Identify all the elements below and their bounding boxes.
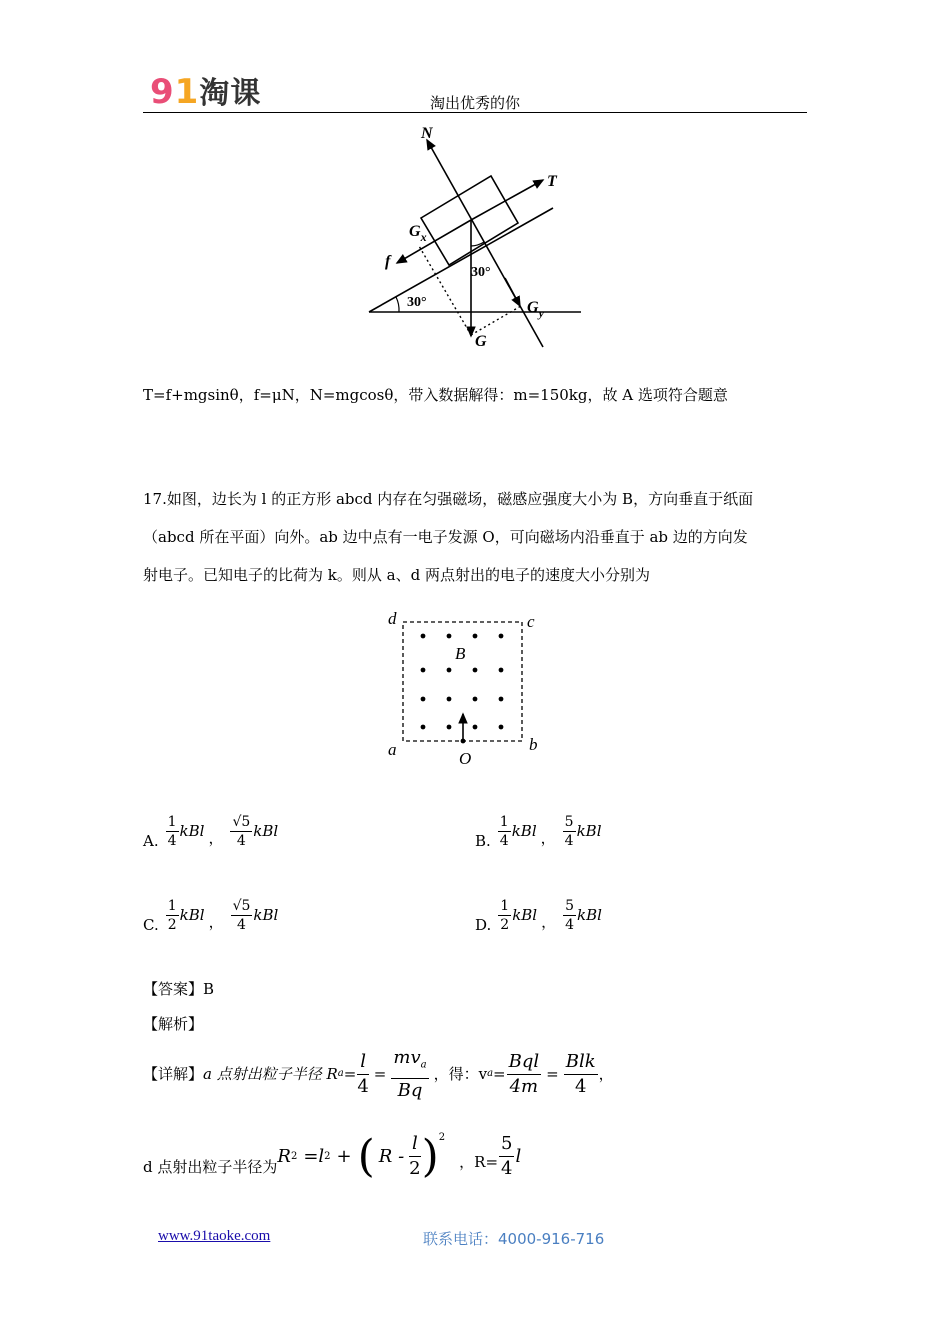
option-B-label: B. xyxy=(475,832,491,850)
option-C[interactable]: C. $\frac{1}{2}$ kBl ， $\frac{√5}{4}$ kBl xyxy=(143,897,279,934)
q17-line1: 17.如图，边长为 l 的正方形 abcd 内存在匀强磁场，磁感应强度大小为 B，方向垂直于纸面 xyxy=(143,490,754,508)
q17-line2: （abcd 所在平面）向外。ab 边中点有一电子发源 O，可向磁场内沿垂直于 ab 边的方向发 xyxy=(143,528,748,546)
option-C-frac2: $\frac{√5}{4}$ xyxy=(232,897,251,933)
angle-arc-bottom xyxy=(396,297,399,312)
label-B: B xyxy=(455,644,466,663)
force-diagram xyxy=(355,118,595,354)
detail-frac-l4: $\frac{l}{4}$ xyxy=(357,1050,369,1097)
label-angle-top: 30° xyxy=(471,265,491,280)
analysis-heading: 【解析】 xyxy=(143,1015,204,1033)
label-d: d xyxy=(388,609,397,628)
label-N: N xyxy=(421,125,433,142)
footer-phone: 联系电话：4000-916-716 xyxy=(423,1230,605,1248)
option-B[interactable]: B. $\frac{1}{4}$ kBl ， $\frac{5}{4}$ kBl xyxy=(475,813,602,850)
detail-frac-bql: $\frac{\text{Bql}}{4m}$ xyxy=(508,1050,540,1097)
option-C-label: C. xyxy=(143,916,159,934)
detail-frac-5-4: $\frac{5}{4}$ xyxy=(501,1133,513,1179)
logo-nine: 9 xyxy=(150,72,175,112)
right-paren: ) xyxy=(421,1130,439,1182)
label-angle-bottom: 30° xyxy=(407,295,427,310)
option-A-frac1: $\frac{1}{4}$ xyxy=(167,813,177,849)
detail-frac-blk: $\frac{\text{Blk}}{4}$ xyxy=(565,1050,596,1097)
gy-dotted xyxy=(471,306,521,335)
normal-force xyxy=(427,140,543,347)
field-diagram xyxy=(380,606,550,772)
detail-frac-mv: $\frac{mv_a}{Bq}$ xyxy=(393,1047,427,1101)
gy-component xyxy=(505,278,520,306)
logo-one: 1 xyxy=(174,72,200,112)
footer-website-link[interactable]: www.91taoke.com xyxy=(158,1228,271,1244)
label-Gy: $G_y$ xyxy=(527,299,544,320)
option-D-frac2: $\frac{5}{4}$ xyxy=(565,897,575,933)
incline-line xyxy=(369,208,553,312)
answer-line: 【答案】B xyxy=(143,980,215,998)
label-a: a xyxy=(388,740,397,759)
option-A-frac2: $\frac{√5}{4}$ xyxy=(232,813,251,849)
option-D-frac1: $\frac{1}{2}$ xyxy=(500,897,510,933)
label-Gx: $G_x$ xyxy=(409,223,427,244)
logo-text: 淘课 xyxy=(199,76,262,111)
option-D[interactable]: D. $\frac{1}{2}$ kBl ， $\frac{5}{4}$ kBl xyxy=(475,897,602,934)
option-A[interactable]: A. $\frac{1}{4}$ kBl ， $\frac{√5}{4}$ kBl xyxy=(143,813,279,850)
tension-force xyxy=(471,180,543,220)
detail-line2: d 点射出粒子半径为 R 2 =l 2 + ( R - $\frac{l}{2}$ ) $^2$ ，R= $\frac{5}{4}$ l xyxy=(143,1130,522,1182)
detail-frac-l2: $\frac{l}{2}$ xyxy=(409,1133,421,1179)
option-C-frac1: $\frac{1}{2}$ xyxy=(167,897,177,933)
option-A-label: A. xyxy=(143,832,159,850)
option-B-frac2: $\frac{5}{4}$ xyxy=(564,813,574,849)
left-paren: ( xyxy=(357,1130,375,1182)
prev-solution: T=f+mgsinθ，f=μN，N=mgcosθ，带入数据解得：m=150kg，故 A 选项符合题意 xyxy=(143,386,728,404)
label-T: T xyxy=(547,173,557,190)
header-tagline: 淘出优秀的你 xyxy=(429,94,520,112)
detail-line1: 【详解】 a 点射出粒子半径 R a = $\frac{l}{4}$ = $\frac{mv_a}{Bq}$ ，得：v a = $\frac{\text{Bql}}{4m}$ = $\frac{\text{Blk}}{4}$ ， xyxy=(143,1047,614,1101)
header-divider xyxy=(143,112,807,113)
label-G: G xyxy=(475,333,487,350)
label-b: b xyxy=(529,735,538,754)
label-O: O xyxy=(459,749,472,768)
option-B-frac1: $\frac{1}{4}$ xyxy=(499,813,509,849)
option-D-label: D. xyxy=(475,916,492,934)
label-c: c xyxy=(527,612,535,631)
label-f: f xyxy=(385,253,391,270)
q17-line3: 射电子。已知电子的比荷为 k。则从 a、d 两点射出的电子的速度大小分别为 xyxy=(143,566,650,584)
